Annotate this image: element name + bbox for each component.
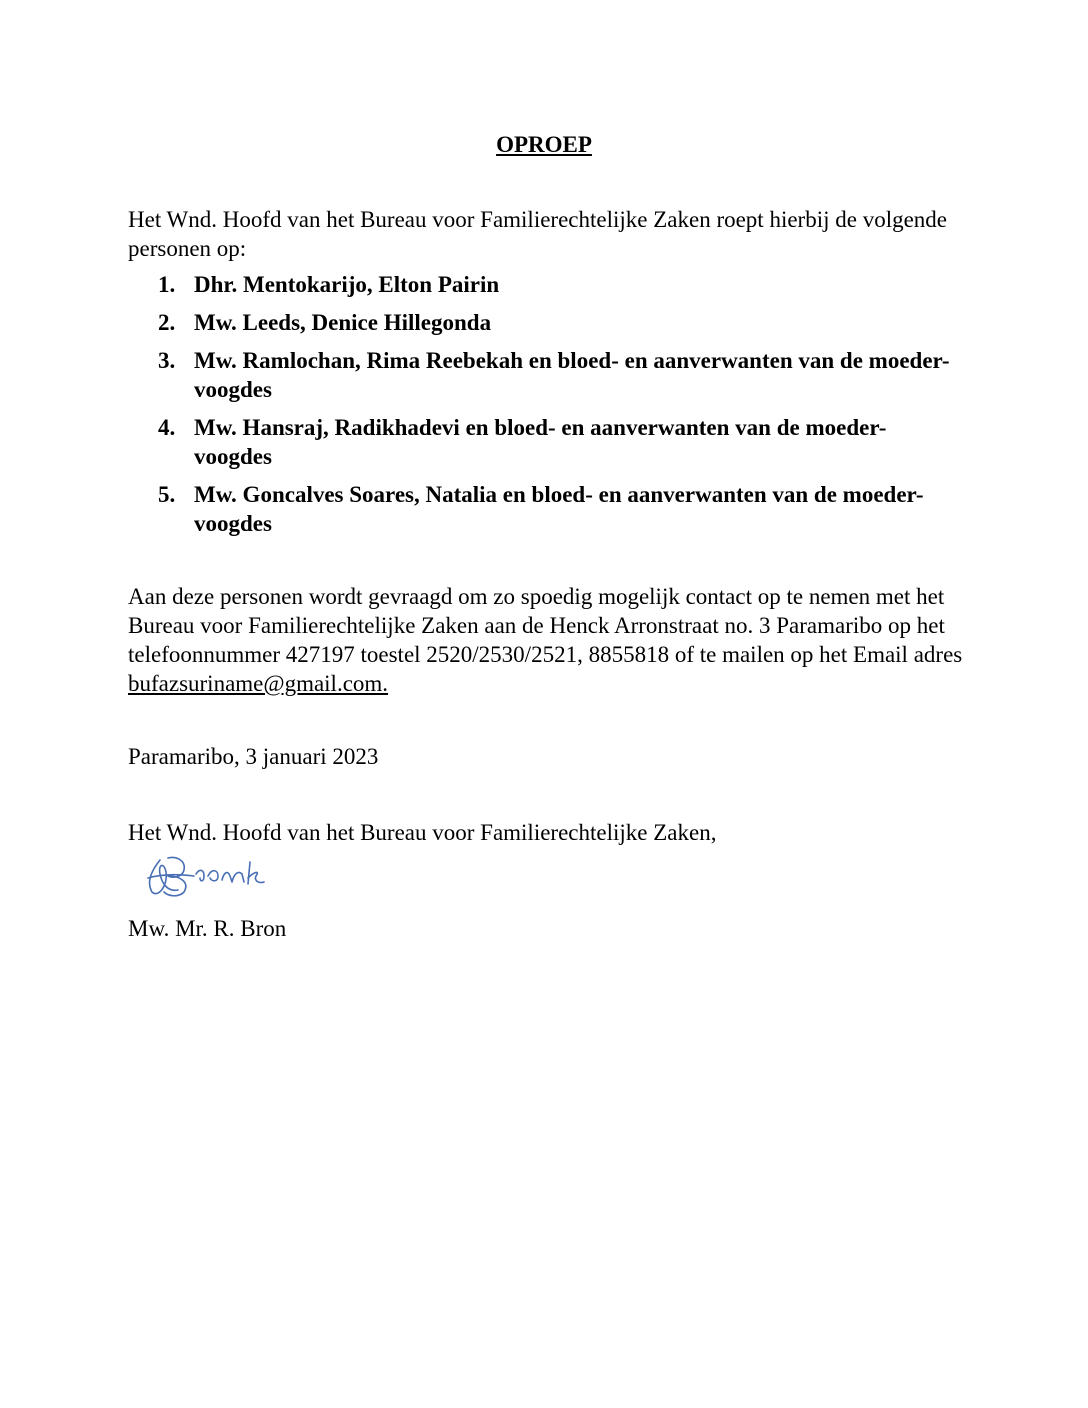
- persons-list: [158, 270, 958, 547]
- place-date: Paramaribo, 3 januari 2023: [128, 744, 379, 769]
- list-item-number: 5.: [158, 482, 176, 507]
- list-item-number: 3.: [158, 348, 176, 373]
- list-item: [158, 308, 958, 337]
- signer-name: Mw. Mr. R. Bron: [128, 916, 287, 941]
- list-item-text: Mw. Leeds, Denice Hillegonda: [194, 310, 492, 335]
- contact-paragraph: [128, 582, 968, 698]
- list-item-text: Mw. Hansraj, Radikhadevi en bloed- en aanverwanten van de moeder-voogdes: [194, 415, 887, 469]
- list-item: [158, 270, 958, 299]
- list-item-text: Mw. Ramlochan, Rima Reebekah en bloed- en aanverwanten van de moeder-voogdes: [194, 348, 950, 402]
- contact-text: Aan deze personen wordt gevraagd om zo spoedig mogelijk contact op te nemen met het Bureau voor Familierechtelijke Zaken aan de Henck Arronstraat no. 3 Paramaribo op het telefoonnummer 427197 toestel 2520/2530/2521, 8855818 of te mailen op het Email adres: [128, 584, 963, 667]
- signature-image: [138, 852, 298, 902]
- list-item-text: Dhr. Mentokarijo, Elton Pairin: [194, 272, 500, 297]
- list-item-text: Mw. Goncalves Soares, Natalia en bloed- en aanverwanten van de moeder-voogdes: [194, 482, 924, 536]
- intro-paragraph: Het Wnd. Hoofd van het Bureau voor Familierechtelijke Zaken roept hierbij de volgende personen op:: [128, 207, 948, 261]
- list-item-number: 1.: [158, 272, 176, 297]
- list-item: [158, 346, 958, 404]
- list-item: [158, 480, 958, 538]
- list-item: [158, 413, 958, 471]
- document-title: OPROEP: [496, 132, 592, 157]
- list-item-number: 4.: [158, 415, 176, 440]
- list-item-number: 2.: [158, 310, 176, 335]
- email-link[interactable]: bufazsuriname@gmail.com.: [128, 671, 389, 696]
- closing-line: Het Wnd. Hoofd van het Bureau voor Familierechtelijke Zaken,: [128, 820, 717, 845]
